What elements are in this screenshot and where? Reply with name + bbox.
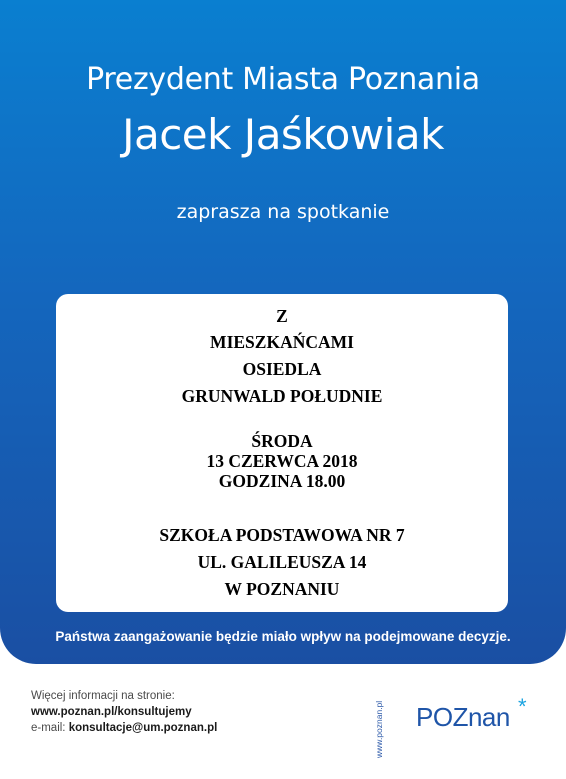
card-line-estate-name: GRUNWALD POŁUDNIE: [181, 386, 383, 406]
logo-star-icon: *: [518, 694, 527, 719]
title-line-2: Jacek Jaśkowiak: [122, 110, 444, 159]
info-email-link[interactable]: konsultacje@um.poznan.pl: [68, 722, 218, 734]
info-url-link[interactable]: www.poznan.pl/konsultujemy: [31, 706, 192, 718]
contact-info: [31, 688, 217, 736]
event-details-card: [56, 294, 508, 612]
card-line-date: 13 CZERWCA 2018: [206, 451, 358, 471]
card-line-with: Z: [276, 306, 288, 326]
card-line-time: GODZINA 18.00: [218, 471, 346, 491]
card-line-estate: OSIEDLA: [242, 359, 322, 379]
info-email-row: [31, 720, 217, 736]
info-intro: Więcej informacji na stronie:: [31, 690, 175, 702]
info-email-label: e-mail:: [31, 722, 69, 734]
vertical-url: www.poznan.pl: [374, 700, 384, 758]
poznan-logo: [416, 694, 527, 733]
card-line-weekday: ŚRODA: [251, 431, 313, 451]
logo-text: POZnan: [416, 702, 510, 732]
subtitle: zaprasza na spotkanie: [176, 201, 390, 223]
footer-note: Państwa zaangażowanie będzie miało wpływ na podejmowane decyzje.: [55, 629, 511, 644]
card-line-venue: SZKOŁA PODSTAWOWA NR 7: [159, 525, 405, 545]
title-line-1: Prezydent Miasta Poznania: [86, 62, 480, 97]
card-line-street: UL. GALILEUSZA 14: [197, 552, 367, 572]
card-line-city: W POZNANIU: [224, 579, 340, 599]
card-line-residents: MIESZKAŃCAMI: [210, 332, 354, 352]
